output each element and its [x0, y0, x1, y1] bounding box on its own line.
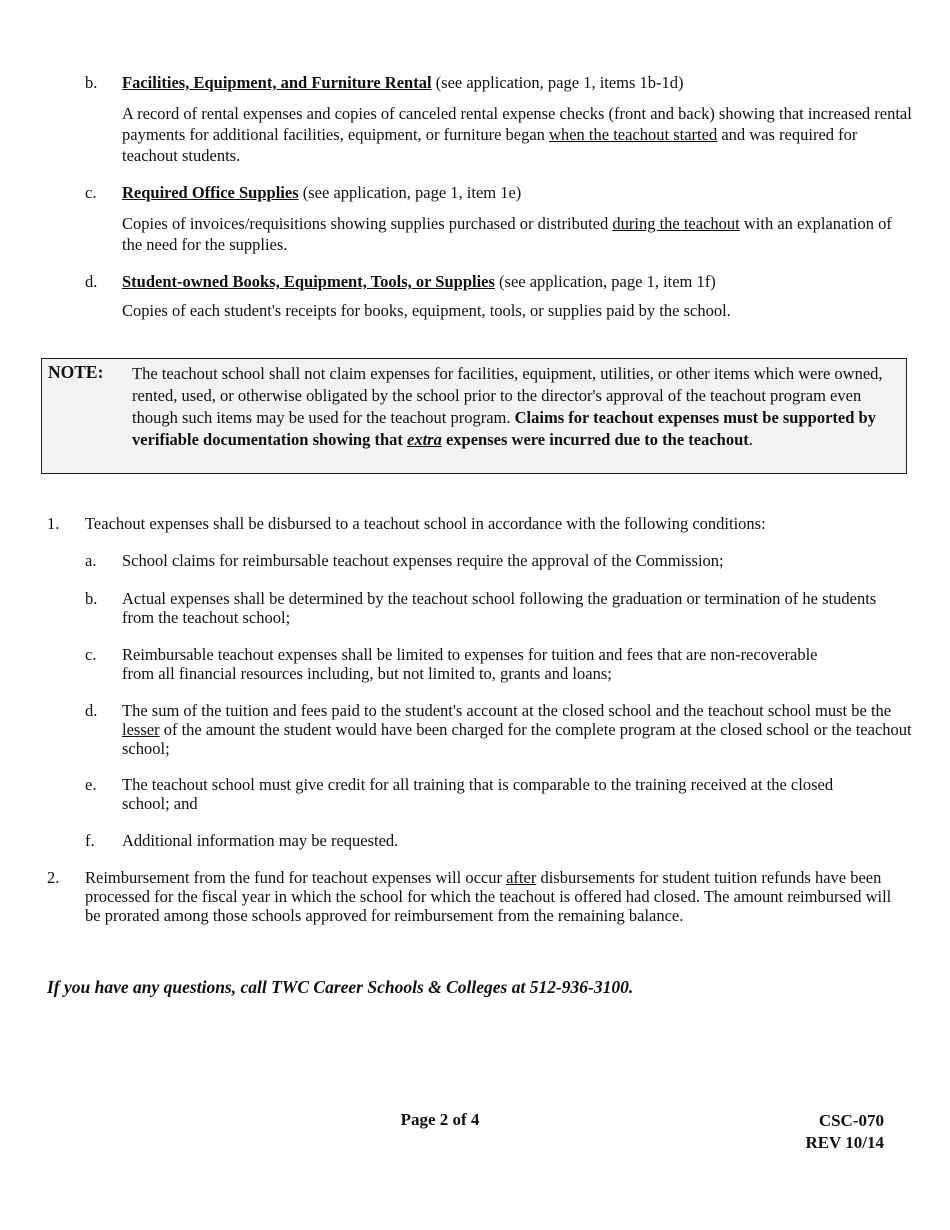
page-number: Page 2 of 4	[400, 1110, 480, 1129]
form-number: CSC-070	[818, 1111, 884, 1130]
condition-d-text-underlined: lesser	[122, 720, 160, 739]
condition-d-text-part2: of the amount the student would have been charged for the complete program at the closed school or the teachout school;	[122, 720, 912, 758]
condition-e-label: e.	[85, 775, 97, 794]
condition-f-text: Additional information may be requested.	[122, 831, 399, 850]
item-b-label: b.	[85, 73, 98, 92]
note-text-end: .	[748, 430, 753, 449]
item-d-ref: (see application, page 1, item 1f)	[494, 272, 716, 291]
section-2-text-part2: disbursements for student tuition refunds have been processed for the fiscal year in which the school for which the teachout is offered had closed. The amount reimbursed will be prorated among those schools approved for reimbursement from the remaining balance.	[85, 868, 892, 925]
condition-d-text	[122, 701, 912, 758]
item-c-text-part2: with an explanation of the need for the supplies.	[122, 214, 892, 254]
condition-a-text: School claims for reimbursable teachout expenses require the approval of the Commission;	[122, 551, 724, 570]
item-c-heading	[122, 183, 912, 202]
note-text-bold1: Claims for teachout expenses must be supported by verifiable documentation showing that	[132, 408, 876, 449]
note-box	[41, 358, 907, 474]
form-revision: REV 10/14	[805, 1133, 884, 1152]
item-d-label: d.	[85, 272, 98, 291]
note-label: NOTE:	[48, 362, 104, 382]
condition-d-label: d.	[85, 701, 98, 720]
item-c-ref: (see application, page 1, item 1e)	[298, 183, 522, 202]
item-b-title: Facilities, Equipment, and Furniture Rental	[122, 73, 432, 92]
section-2-text-underlined: after	[506, 868, 537, 887]
item-b-text	[122, 103, 912, 166]
item-b-text-part2: and was required for teachout students.	[122, 125, 858, 165]
condition-e-text: The teachout school must give credit for all training that is comparable to the training received at the closed school; and	[122, 775, 834, 813]
item-d-title: Student-owned Books, Equipment, Tools, or Supplies	[122, 272, 495, 291]
item-b-heading	[122, 73, 912, 92]
item-b-text-part1: A record of rental expenses and copies of canceled rental expense checks (front and back) showing that increased rental payments for additional facilities, equipment, or furniture began	[122, 104, 912, 144]
contact-line: If you have any questions, call TWC Career Schools & Colleges at 512-936-3100.	[47, 977, 634, 997]
item-c-text-part1: Copies of invoices/requisitions showing supplies purchased or distributed	[122, 214, 613, 233]
condition-c-text: Reimbursable teachout expenses shall be limited to expenses for tuition and fees that are non-recoverable from all financial resources including, but not limited to, grants and loans;	[122, 645, 818, 683]
condition-d-text-part1: The sum of the tuition and fees paid to the student's account at the closed school and the teachout school must be the	[122, 701, 892, 720]
condition-b-text: Actual expenses shall be determined by the teachout school following the graduation or termination of he students from the teachout school;	[122, 589, 877, 627]
item-c-text	[122, 213, 912, 255]
section-1-number: 1.	[47, 514, 60, 533]
condition-a-label: a.	[85, 551, 97, 570]
item-b-text-underlined: when the teachout started	[549, 125, 718, 144]
item-c-title: Required Office Supplies	[122, 183, 299, 202]
item-c-text-underlined: during the teachout	[612, 214, 740, 233]
section-2-number: 2.	[47, 868, 60, 887]
item-c-label: c.	[85, 183, 97, 202]
section-2-text-part1: Reimbursement from the fund for teachout expenses will occur	[85, 868, 507, 887]
note-text-emphasis: extra	[407, 430, 442, 449]
note-text-bold2: expenses were incurred due to the teachout	[441, 430, 749, 449]
item-d-text: Copies of each student's receipts for books, equipment, tools, or supplies paid by the school.	[122, 301, 731, 320]
condition-b-label: b.	[85, 589, 98, 608]
section-1-text: Teachout expenses shall be disbursed to a teachout school in accordance with the following conditions:	[85, 514, 766, 533]
condition-c-label: c.	[85, 645, 97, 664]
form-id	[805, 1110, 884, 1154]
item-b-ref: (see application, page 1, items 1b-1d)	[431, 73, 684, 92]
section-2-text	[85, 868, 900, 925]
item-d-heading	[122, 272, 912, 291]
note-text-plain: The teachout school shall not claim expenses for facilities, equipment, utilities, or other items which were owned, rented, used, or otherwise obligated by the school prior to the director's approval of the teachout program even though such items may be used for the teachout program.	[132, 364, 883, 427]
condition-f-label: f.	[85, 831, 95, 850]
note-text	[132, 363, 904, 451]
